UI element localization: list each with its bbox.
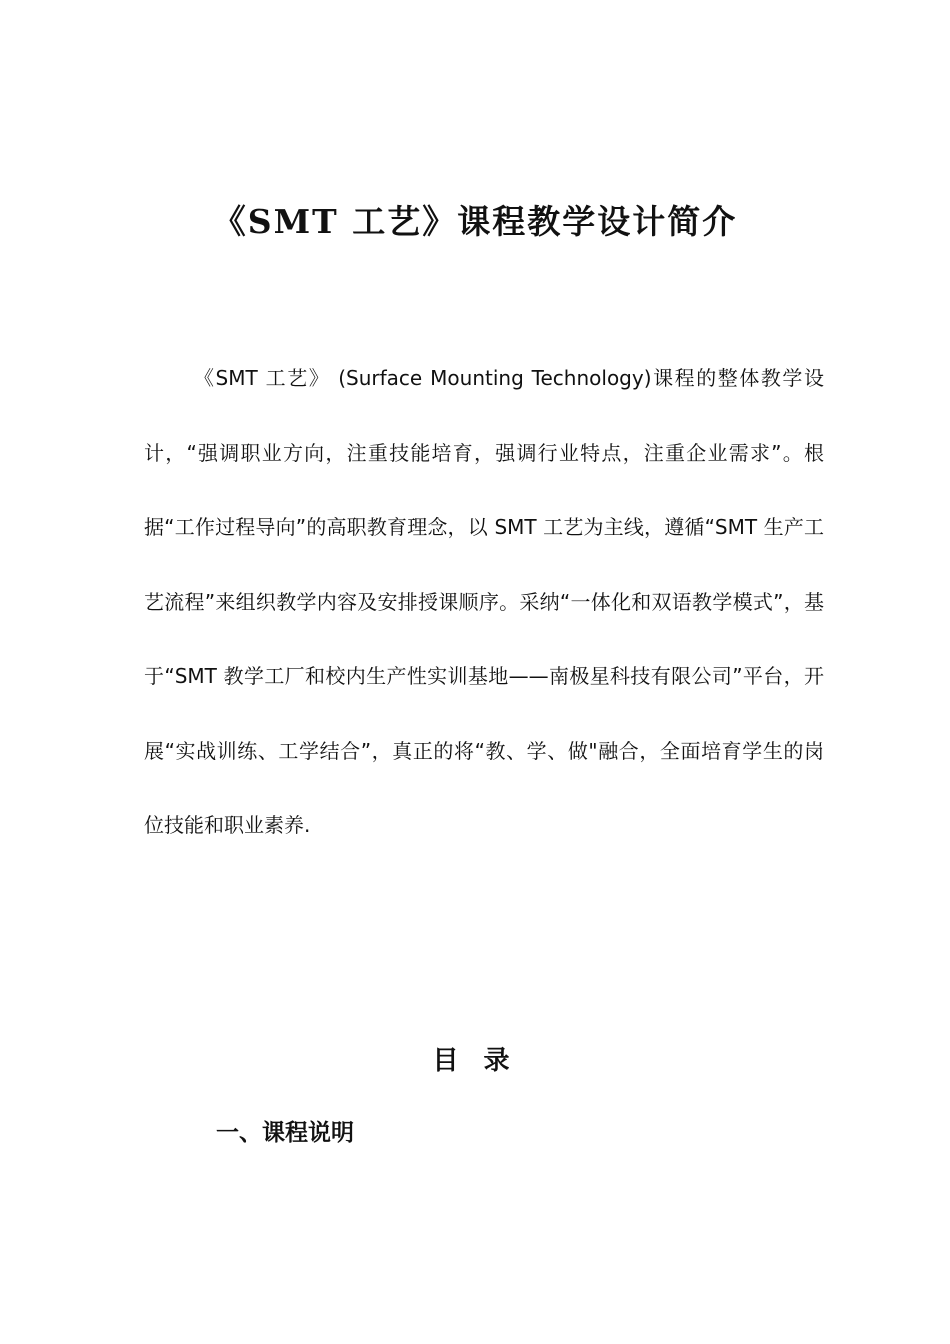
intro-paragraph: 《SMT 工艺》 (Surface Mounting Technology)课程的整体教学设计，“强调职业方向，注重技能培育，强调行业特点，注重企业需求”。根据“工作过程导向”的高职教育理念，以 SMT 工艺为主线，遵循“SMT 生产工艺流程”来组织教学内容及安排授课顺序。采纳“一体化和双语教学模式”，基于“SMT 教学工厂和校内生产性实训基地——南极星科技有限公司”平台，开展“实战训练、工学结合”，真正的将“教、学、做"融合，全面培育学生的岗位技能和职业素养. xyxy=(144,366,824,837)
toc-item-course-description[interactable]: 一、课程说明 xyxy=(216,1120,354,1146)
toc-title: 目 录 xyxy=(432,1046,518,1076)
document-title: 《SMT 工艺》课程教学设计简介 xyxy=(212,202,738,241)
